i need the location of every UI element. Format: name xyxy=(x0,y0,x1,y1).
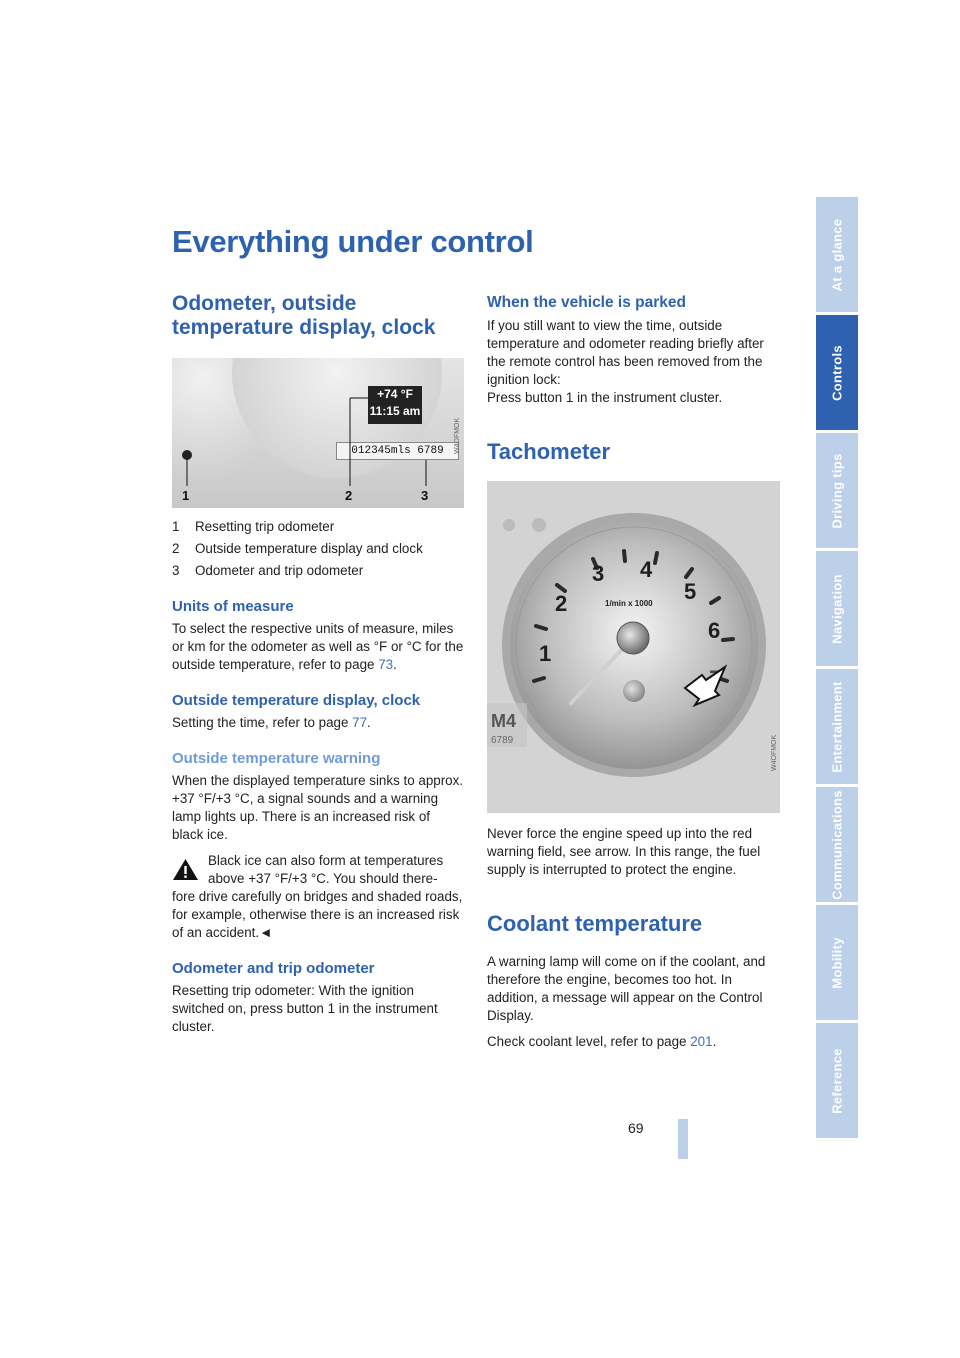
odometer-section-heading: Odometer, outside temperature display, clock xyxy=(172,292,436,339)
tach-tick-5: 5 xyxy=(684,579,697,604)
tachometer-heading: Tachometer xyxy=(487,439,611,464)
tach-tick-2: 2 xyxy=(555,591,568,616)
left-column xyxy=(172,292,464,1036)
tachometer-illustration xyxy=(487,481,780,813)
tach-odo-label: 6789 xyxy=(491,735,514,746)
figure-ref: W4OFMOK xyxy=(454,417,461,454)
caution-text-1: Black ice can also form at temperatures above +37 °F/+3 °C. You should there- xyxy=(208,853,444,886)
page-number: 69 xyxy=(628,1120,644,1136)
tab-at-a-glance[interactable]: At a glance xyxy=(816,197,858,315)
tab-reference[interactable]: Reference xyxy=(816,1023,858,1141)
page-number-bar xyxy=(678,1119,688,1159)
warning-triangle-icon xyxy=(172,858,199,881)
callout-1: 1 xyxy=(182,488,190,503)
section-tabs xyxy=(816,197,858,1141)
trip-heading: Odometer and trip odometer xyxy=(172,960,375,977)
figure-ref-2: W4OFMOK xyxy=(771,734,778,771)
callout-2: 2 xyxy=(345,488,353,503)
parked-text-2: Press button 1 in the instrument cluster. xyxy=(487,390,723,405)
display-time: 11:15 am xyxy=(369,404,421,418)
right-column xyxy=(487,294,783,1051)
units-text: To select the respective units of measure, miles or km for the odometer as well as °F or °C for the outside temperature, refer to page 73. xyxy=(172,621,464,672)
parked-text-1: If you still want to view the time, outside temperature and odometer reading briefly after the remote control has been removed from the ignition lock: xyxy=(487,318,764,387)
caution-note xyxy=(172,852,464,942)
coolant-text-2: Check coolant level, refer to page 201. xyxy=(487,1034,717,1049)
tach-scale-label: 1/min x 1000 xyxy=(605,599,653,608)
units-heading: Units of measure xyxy=(172,598,294,615)
temp-clock-heading: Outside temperature display, clock xyxy=(172,692,421,709)
temp-warning-heading: Outside temperature warning xyxy=(172,750,381,767)
tab-mobility[interactable]: Mobility xyxy=(816,905,858,1023)
callout-3: 3 xyxy=(421,488,429,503)
tach-gear-label: M4 xyxy=(491,711,517,731)
tach-tick-4: 4 xyxy=(640,557,653,582)
odometer-display: 012345mls 6789 xyxy=(336,442,459,460)
tab-entertainment[interactable]: Entertainment xyxy=(816,669,858,787)
caution-text-2: fore drive carefully on bridges and shaded roads, for example, otherwise there is an increased risk of an accident.◄ xyxy=(172,889,463,940)
tach-tick-1: 1 xyxy=(539,641,552,666)
instrument-cluster-figure xyxy=(172,358,464,508)
parked-heading: When the vehicle is parked xyxy=(487,294,686,311)
page-title: Everything under control xyxy=(172,224,534,259)
tab-communications[interactable]: Communications xyxy=(816,787,858,905)
temp-clock-text: Setting the time, refer to page 77. xyxy=(172,715,371,730)
callout-lines xyxy=(172,358,464,508)
display-temp: +74 °F xyxy=(377,387,413,401)
tachometer-figure xyxy=(487,481,780,813)
tach-tick-3: 3 xyxy=(592,561,605,586)
trip-text: Resetting trip odometer: With the ignition switched on, press button 1 in the instrument cluster. xyxy=(172,983,438,1034)
tach-tick-6: 6 xyxy=(708,618,721,643)
tab-driving-tips[interactable]: Driving tips xyxy=(816,433,858,551)
page-link-73[interactable]: 73 xyxy=(378,657,394,672)
legend-item: 1 Resetting trip odometer xyxy=(172,519,335,534)
temp-warning-text: When the displayed temperature sinks to approx. +37 °F/+3 °C, a signal sounds and a warning lamp lights up. There is an increased risk of black ice. xyxy=(172,773,464,842)
tachometer-text: Never force the engine speed up into the red warning field, see arrow. In this range, the fuel supply is interrupted to protect the engine. xyxy=(487,826,761,877)
legend-item: 2 Outside temperature display and clock xyxy=(172,541,423,556)
coolant-text-1: A warning lamp will come on if the coolant, and therefore the engine, becomes too hot. In addition, a message will appear on the Control Display. xyxy=(487,954,766,1023)
page-link-201[interactable]: 201 xyxy=(690,1034,713,1049)
legend-item: 3 Odometer and trip odometer xyxy=(172,563,364,578)
tab-navigation[interactable]: Navigation xyxy=(816,551,858,669)
coolant-heading: Coolant temperature xyxy=(487,911,703,936)
page-link-77[interactable]: 77 xyxy=(352,715,368,730)
tab-controls[interactable]: Controls xyxy=(816,315,858,433)
